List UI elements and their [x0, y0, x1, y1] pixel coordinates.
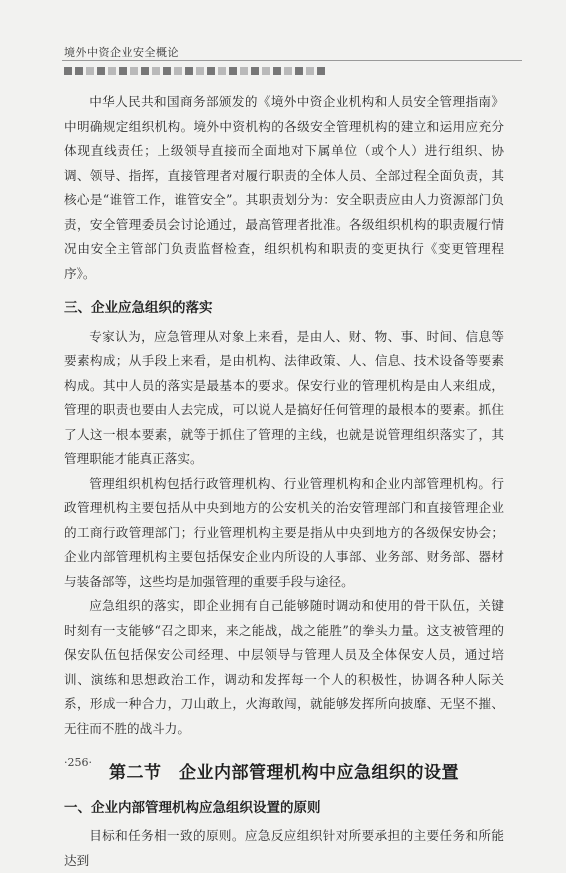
chapter-section-title: 第二节 企业内部管理机构中应急组织的设置: [109, 763, 459, 783]
subsection-heading: 一、企业内部管理机构应急组织设置的原则: [64, 799, 321, 816]
section-heading: 三、企业应急组织的落实: [64, 300, 213, 316]
body-content: [64, 90, 504, 873]
paragraph: 目标和任务相一致的原则。应急反应组织针对所要承担的主要任务和所能达到: [64, 828, 504, 868]
paragraph: 管理组织机构包括行政管理机构、行业管理机构和企业内部管理机构。行政管理机构主要包括从中央到地方的公安机关的治安管理部门和直接管理企业的工商行政管理部门；行业管理机构主要是指从中央到地方的各级保安协会；企业内部管理机构主要包括保安企业内所设的人事部、业务部、财务部、器材与装备部等，这些均是加强管理的重要手段与途径。: [64, 475, 504, 589]
running-header: 境外中资企业安全概论: [64, 46, 179, 59]
paragraph: 专家认为，应急管理从对象上来看，是由人、财、物、事、时间、信息等要素构成；从手段上来看，是由机构、法律政策、人、信息、技术设备等要素构成。其中人员的落实是最基本的要求。保安行业的管理机构是由人来组成，管理的职责也要由人去完成，可以说人是搞好任何管理的最根本的要素。抓住了人这一根本要素，就等于抓住了管理的主线，也就是说管理组织落实了，其管理职能才能真正落实。: [64, 328, 504, 466]
decorative-square-bar: [64, 67, 325, 77]
paragraph: 应急组织的落实，即企业拥有自己能够随时调动和使用的骨干队伍，关键时刻有一支能够“召之即来，来之能战，战之能胜”的拳头力量。这支被管理的保安队伍包括保安公司经理、中层领导与管理人员及全体保安人员，通过培训、演练和思想政治工作，调动和发挥每一个人的积极性，协调各种人际关系，形成一种合力，刀山敢上，火海敢闯，就能够发挥所向披靡、无坚不摧、无往而不胜的战斗力。: [64, 598, 504, 736]
header-rule: [62, 60, 522, 61]
page-number: ·256·: [64, 756, 92, 769]
paragraph: 中华人民共和国商务部颁发的《境外中资企业机构和人员安全管理指南》中明确规定组织机构。境外中资机构的各级安全管理机构的建立和运用应充分体现直线责任；上级领导直接而全面地对下属单位（或个人）进行组织、协调、领导、指挥，直接管理者对履行职责的全体人员、全部过程全面负责，其核心是“谁管工作，谁管安全”。其职责划分为：安全职责应由人力资源部门负责，安全管理委员会讨论通过，最高管理者批准。各级组织机构的职责履行情况由安全主管部门负责监督检查，组织机构和职责的变更执行《变更管理程序》。: [64, 94, 504, 281]
